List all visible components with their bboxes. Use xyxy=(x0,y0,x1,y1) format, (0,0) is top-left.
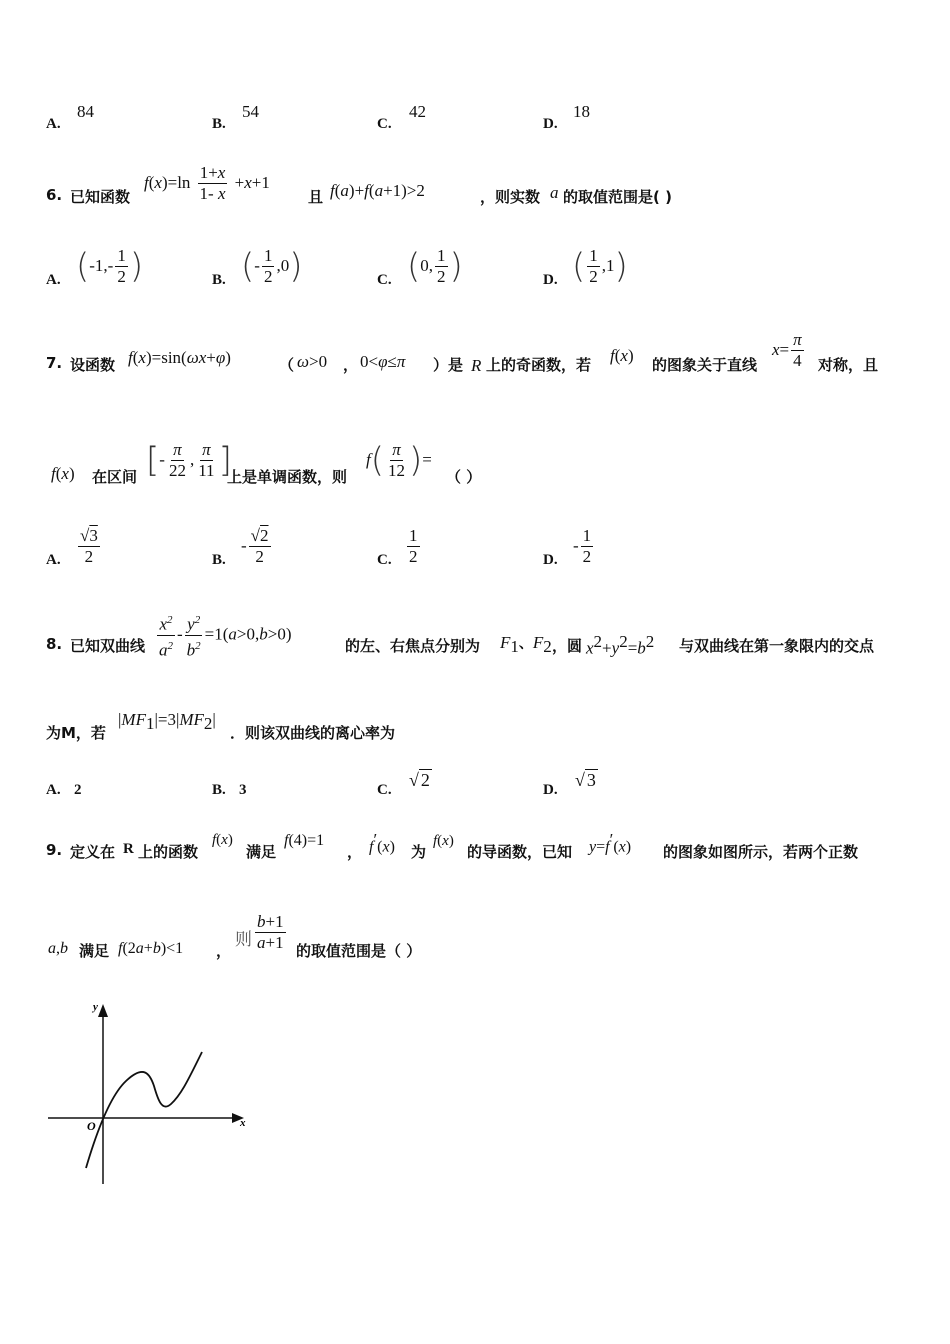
q7-option-a-label: A. xyxy=(46,552,61,568)
q7-text-6: 的图象关于直线 xyxy=(652,356,758,374)
q9-text-7: 的导函数，已知 xyxy=(467,843,573,861)
q7-option-b-value: - $\frac{√2}{2}$ xyxy=(241,526,269,566)
q9-number: 9. xyxy=(46,841,63,859)
q6-var-a: a xyxy=(550,183,559,202)
q7-text-9: 上是单调函数，则 xyxy=(227,468,348,486)
q6-text-1: 已知函数 xyxy=(70,188,131,206)
q6-text-2: 且 xyxy=(308,188,324,206)
q8-condition: $|MF_1|=3|MF_2|$ xyxy=(118,710,216,734)
q7-option-a-value: $\frac{√3}{2}$ xyxy=(80,526,98,566)
x-axis-label: x xyxy=(240,1117,246,1129)
q8-option-c-value: √ 2 xyxy=(409,770,430,790)
q7-var-r: R xyxy=(471,356,482,375)
q5-option-c-value: 42 xyxy=(409,102,426,121)
q6-text-3: ，则实数 xyxy=(480,188,541,206)
q8-text-3: ，圆 xyxy=(552,637,583,655)
q7-option-c-value: $\frac{1}{2}$ xyxy=(409,526,418,566)
q7-option-c-label: C. xyxy=(377,552,392,568)
y-axis-label: y xyxy=(93,1001,98,1013)
q8-option-c-label: C. xyxy=(377,782,392,798)
q8-number: 8. xyxy=(46,635,63,653)
q6-option-c-label: C. xyxy=(377,272,392,288)
q8-text-1: 已知双曲线 xyxy=(70,637,146,655)
q5-option-b-label: B. xyxy=(212,116,226,132)
q7-text-10: （ ） xyxy=(446,468,482,486)
q7-text-2: （ xyxy=(279,356,295,374)
q7-number: 7. xyxy=(46,354,63,372)
q9-ratio-formula: $\frac{b+1}{a+1}$ xyxy=(257,912,284,952)
q6-condition-formula: f(a)+f(a+1)>2 xyxy=(330,181,425,200)
q8-option-d-label: D. xyxy=(543,782,558,798)
q9-text-5: ， xyxy=(347,843,363,861)
q9-text-9: 满足 xyxy=(79,942,110,960)
q5-option-d-label: D. xyxy=(543,116,558,132)
q9-graph-formula: y=f′(x) xyxy=(589,830,632,856)
q9-derivative: f′(x) xyxy=(369,830,395,856)
q5-option-a-label: A. xyxy=(46,116,61,132)
q8-option-b-value: 3 xyxy=(239,782,247,798)
q9-text-10: ， xyxy=(216,942,232,960)
q9-inequality: f(2a+b)<1 xyxy=(118,940,184,957)
q7-fx-1: f(x) xyxy=(610,346,634,365)
q8-circle-formula: $x^2+y^2=b^2$ xyxy=(586,632,655,658)
q6-option-a-value: (-1,- $\frac{1}{2}$ ) xyxy=(76,246,144,287)
q8-option-a-value: 2 xyxy=(74,782,82,798)
q7-text-7: 对称，且 xyxy=(818,356,879,374)
origin-label: O xyxy=(87,1119,96,1133)
q5-option-b-value: 54 xyxy=(242,102,259,121)
q9-text-3: 上的函数 xyxy=(138,843,199,861)
q5-option-a-value: 84 xyxy=(77,102,94,121)
q6-option-d-label: D. xyxy=(543,272,558,288)
q6-option-d-value: ( $\frac{1}{2}$ ,1) xyxy=(572,246,628,287)
q7-text-5: 上的奇函数，若 xyxy=(486,356,592,374)
q7-option-d-label: D. xyxy=(543,552,558,568)
q6-option-c-value: (0, $\frac{1}{2}$ ) xyxy=(407,246,463,287)
q6-function-formula: f(x)=ln $\frac{1+x}{1- x}$ +x+1 xyxy=(144,163,270,203)
q6-option-a-label: A. xyxy=(46,272,61,288)
q7-line-formula: x= $\frac{\pi}{4}$ xyxy=(772,330,802,370)
q9-text-11: 则 xyxy=(235,930,252,949)
q9-vars: a,b xyxy=(48,940,68,957)
q9-text-12: 的取值范围是（ ） xyxy=(296,942,422,960)
q9-text-4: 满足 xyxy=(246,843,277,861)
q7-phi-condition: 0<φ≤π xyxy=(360,352,406,371)
q8-hyperbola-formula: $\frac{x^2}{a^2}$ - $\frac{y^2}{b^2}$ =1(a>0,b>0) xyxy=(155,610,292,660)
q9-text-1: 定义在 xyxy=(70,843,116,861)
q8-option-b-label: B. xyxy=(212,782,226,798)
q7-fx-2: f(x) xyxy=(51,464,75,483)
q7-omega-condition: ω>0 xyxy=(297,352,328,371)
q8-foci: $F_1$、$F_2$ xyxy=(500,633,552,657)
q8-text-5: 为M，若 xyxy=(46,724,106,742)
q9-fx-2: f(x) xyxy=(433,833,454,849)
q7-text-4: ）是 xyxy=(433,356,464,374)
q6-text-4: 的取值范围是( ) xyxy=(563,188,672,206)
q7-function-formula: f(x)=sin(ωx+φ) xyxy=(128,348,231,367)
q9-text-8: 的图象如图所示，若两个正数 xyxy=(663,843,859,861)
q7-text-3: ， xyxy=(343,356,359,374)
y-axis-arrow xyxy=(98,1004,108,1017)
q9-text-6: 为 xyxy=(411,843,427,861)
q8-option-a-label: A. xyxy=(46,782,61,798)
q6-option-b-label: B. xyxy=(212,272,226,288)
q5-option-d-value: 18 xyxy=(573,102,590,121)
q8-text-6: ．则该双曲线的离心率为 xyxy=(230,724,396,742)
q7-text-8: 在区间 xyxy=(92,468,138,486)
q7-text-1: 设函数 xyxy=(70,356,116,374)
q8-text-4: 与双曲线在第一象限内的交点 xyxy=(679,637,875,655)
q7-option-b-label: B. xyxy=(212,552,226,568)
q7-interval: [- $\frac{\pi}{22}$ , $\frac{\pi}{11}$ ] xyxy=(146,440,232,481)
q9-text-2: R xyxy=(123,841,134,857)
q7-target-expr: f( $\frac{\pi}{12}$ )= xyxy=(366,440,432,481)
q8-text-2: 的左、右焦点分别为 xyxy=(345,637,481,655)
q9-fx-1: f(x) xyxy=(212,832,233,848)
q9-f4-condition: f(4)=1 xyxy=(284,832,325,849)
q7-option-d-value: - $\frac{1}{2}$ xyxy=(573,526,592,566)
q8-option-d-value: √ 3 xyxy=(575,770,596,790)
q6-number: 6. xyxy=(46,186,63,204)
q6-option-b-value: (- $\frac{1}{2}$ ,0) xyxy=(241,246,303,287)
q5-option-c-label: C. xyxy=(377,116,392,132)
q9-derivative-graph xyxy=(44,996,254,1191)
